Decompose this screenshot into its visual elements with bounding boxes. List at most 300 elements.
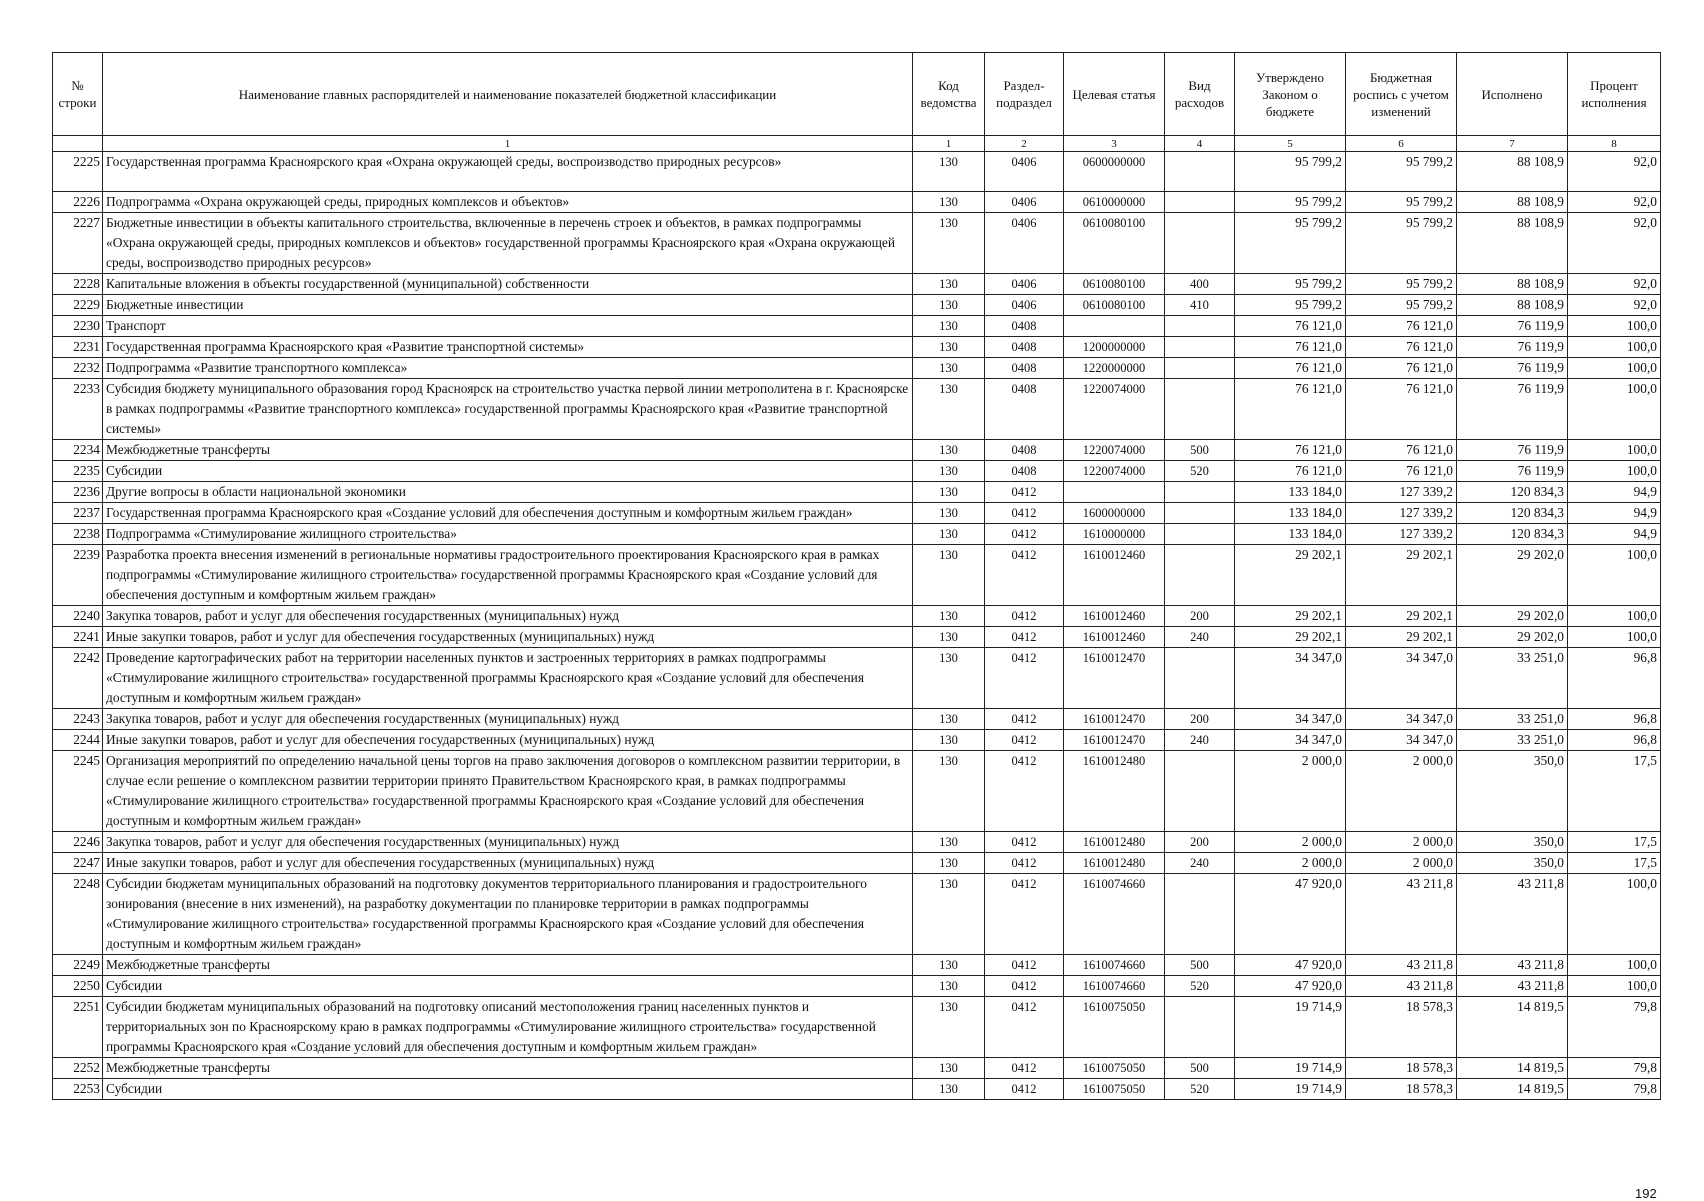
budget-list-value: 95 799,2 [1346,274,1457,295]
section-code: 0412 [985,627,1064,648]
executed-value: 43 211,8 [1457,976,1568,997]
table-row [53,730,1661,751]
row-number: 2233 [53,379,103,440]
dept-code: 130 [913,192,985,213]
approved-value: 29 202,1 [1235,606,1346,627]
row-name: Межбюджетные трансферты [103,955,913,976]
approved-value: 76 121,0 [1235,461,1346,482]
percent-value: 79,8 [1568,1058,1661,1079]
dept-code: 130 [913,853,985,874]
row-name: Государственная программа Красноярского края «Развитие транспортной системы» [103,337,913,358]
expense-type: 200 [1165,709,1235,730]
percent-value: 100,0 [1568,337,1661,358]
col-number: 3 [1064,136,1165,152]
expense-type [1165,358,1235,379]
dept-code: 130 [913,213,985,274]
expense-type [1165,316,1235,337]
header-target: Целевая статья [1064,53,1165,136]
budget-list-value: 76 121,0 [1346,337,1457,358]
page-number: 192 [1635,1186,1657,1201]
percent-value: 92,0 [1568,274,1661,295]
budget-list-value: 2 000,0 [1346,853,1457,874]
budget-list-value: 76 121,0 [1346,440,1457,461]
dept-code: 130 [913,730,985,751]
budget-list-value: 34 347,0 [1346,730,1457,751]
section-code: 0412 [985,730,1064,751]
col-number: 1 [103,136,913,152]
target-code: 1610075050 [1064,997,1165,1058]
table-row [53,832,1661,853]
row-number: 2243 [53,709,103,730]
row-name: Субсидии [103,976,913,997]
col-number: 7 [1457,136,1568,152]
row-name: Проведение картографических работ на территории населенных пунктов и застроенных территориях в рамках подпрограммы «Стимулирование жилищного строительства» государственной программы Красноярского края «Создание условий для обеспечения доступным и комфортным жильем граждан» [103,648,913,709]
header-executed: Исполнено [1457,53,1568,136]
percent-value: 92,0 [1568,213,1661,274]
executed-value: 76 119,9 [1457,440,1568,461]
table-row [53,955,1661,976]
header-percent: Процент исполнения [1568,53,1661,136]
table-row [53,337,1661,358]
dept-code: 130 [913,358,985,379]
approved-value: 47 920,0 [1235,874,1346,955]
row-number: 2234 [53,440,103,461]
section-code: 0412 [985,503,1064,524]
percent-value: 92,0 [1568,192,1661,213]
row-number: 2236 [53,482,103,503]
percent-value: 79,8 [1568,997,1661,1058]
budget-list-value: 2 000,0 [1346,751,1457,832]
percent-value: 96,8 [1568,648,1661,709]
row-number: 2245 [53,751,103,832]
section-code: 0406 [985,152,1064,192]
executed-value: 76 119,9 [1457,337,1568,358]
col-number: 6 [1346,136,1457,152]
row-name: Субсидии бюджетам муниципальных образований на подготовку документов территориального планирования и градостроительного зонирования (внесение в них изменений), на разработку документации по планировке территории в рамках подпрограммы «Стимулирование жилищного строительства» государственной программы Красноярского края «Создание условий для обеспечения доступным и комфортным жильем граждан» [103,874,913,955]
section-code: 0412 [985,482,1064,503]
budget-list-value: 95 799,2 [1346,295,1457,316]
percent-value: 79,8 [1568,1079,1661,1100]
executed-value: 14 819,5 [1457,1079,1568,1100]
target-code: 1610012460 [1064,606,1165,627]
budget-list-value: 95 799,2 [1346,213,1457,274]
row-number: 2253 [53,1079,103,1100]
table-row [53,524,1661,545]
row-name: Организация мероприятий по определению начальной цены торгов на право заключения договоров о комплексном развитии территории, в случае если решение о комплексном развитии территории принято Правительством Красноярского края, в рамках подпрограммы «Стимулирование жилищного строительства» государственной программы Красноярского края «Создание условий для обеспечения доступным и комфортным жильем граждан» [103,751,913,832]
expense-type: 240 [1165,627,1235,648]
row-number: 2239 [53,545,103,606]
table-body [53,152,1661,1100]
target-code: 1610012460 [1064,627,1165,648]
percent-value: 94,9 [1568,482,1661,503]
budget-list-value: 29 202,1 [1346,627,1457,648]
col-number: 5 [1235,136,1346,152]
table-row [53,461,1661,482]
percent-value: 100,0 [1568,606,1661,627]
expense-type [1165,874,1235,955]
approved-value: 95 799,2 [1235,274,1346,295]
approved-value: 76 121,0 [1235,379,1346,440]
target-code: 0610080100 [1064,295,1165,316]
section-code: 0412 [985,709,1064,730]
table-row [53,192,1661,213]
expense-type [1165,379,1235,440]
approved-value: 19 714,9 [1235,997,1346,1058]
target-code: 1220074000 [1064,461,1165,482]
budget-list-value: 43 211,8 [1346,976,1457,997]
approved-value: 133 184,0 [1235,482,1346,503]
table-row [53,751,1661,832]
percent-value: 100,0 [1568,874,1661,955]
col-number: 1 [913,136,985,152]
approved-value: 76 121,0 [1235,337,1346,358]
expense-type [1165,997,1235,1058]
budget-list-value: 127 339,2 [1346,524,1457,545]
target-code [1064,316,1165,337]
row-number: 2251 [53,997,103,1058]
expense-type: 400 [1165,274,1235,295]
column-numbers-row [53,136,1661,152]
budget-list-value: 34 347,0 [1346,648,1457,709]
table-row [53,648,1661,709]
row-name: Субсидия бюджету муниципального образования город Красноярск на строительство участка первой линии метрополитена в г. Красноярске в рамках подпрограммы «Развитие транспортного комплекса» государственной программы Красноярского края «Развитие транспортной системы» [103,379,913,440]
executed-value: 43 211,8 [1457,874,1568,955]
executed-value: 33 251,0 [1457,709,1568,730]
row-name: Другие вопросы в области национальной экономики [103,482,913,503]
section-code: 0412 [985,1079,1064,1100]
expense-type: 240 [1165,730,1235,751]
target-code: 1610012480 [1064,832,1165,853]
table-row [53,874,1661,955]
col-number: 2 [985,136,1064,152]
executed-value: 76 119,9 [1457,316,1568,337]
section-code: 0408 [985,358,1064,379]
section-code: 0412 [985,874,1064,955]
row-name: Подпрограмма «Развитие транспортного комплекса» [103,358,913,379]
percent-value: 100,0 [1568,627,1661,648]
expense-type: 520 [1165,976,1235,997]
target-code: 1610074660 [1064,874,1165,955]
approved-value: 47 920,0 [1235,976,1346,997]
dept-code: 130 [913,337,985,358]
target-code: 1600000000 [1064,503,1165,524]
executed-value: 350,0 [1457,853,1568,874]
row-number: 2248 [53,874,103,955]
percent-value: 17,5 [1568,751,1661,832]
approved-value: 19 714,9 [1235,1058,1346,1079]
section-code: 0412 [985,997,1064,1058]
table-row [53,274,1661,295]
executed-value: 88 108,9 [1457,274,1568,295]
row-number: 2238 [53,524,103,545]
budget-list-value: 43 211,8 [1346,874,1457,955]
approved-value: 2 000,0 [1235,853,1346,874]
dept-code: 130 [913,461,985,482]
table-row [53,1058,1661,1079]
approved-value: 95 799,2 [1235,295,1346,316]
row-number: 2235 [53,461,103,482]
approved-value: 2 000,0 [1235,751,1346,832]
col-number: 4 [1165,136,1235,152]
expense-type [1165,192,1235,213]
executed-value: 88 108,9 [1457,152,1568,192]
row-name: Подпрограмма «Стимулирование жилищного строительства» [103,524,913,545]
approved-value: 95 799,2 [1235,152,1346,192]
executed-value: 120 834,3 [1457,503,1568,524]
section-code: 0408 [985,379,1064,440]
row-number: 2249 [53,955,103,976]
section-code: 0408 [985,316,1064,337]
expense-type: 500 [1165,440,1235,461]
row-number: 2252 [53,1058,103,1079]
approved-value: 133 184,0 [1235,503,1346,524]
row-name: Субсидии бюджетам муниципальных образований на подготовку описаний местоположения границ населенных пунктов и территориальных зон по Красноярскому краю в рамках подпрограммы «Стимулирование жилищного строительства» государственной программы Красноярского края «Создание условий для обеспечения доступным и комфортным жильем граждан» [103,997,913,1058]
row-name: Закупка товаров, работ и услуг для обеспечения государственных (муниципальных) нужд [103,832,913,853]
budget-document [52,52,1660,1201]
row-name: Капитальные вложения в объекты государственной (муниципальной) собственности [103,274,913,295]
col-number [53,136,103,152]
executed-value: 120 834,3 [1457,482,1568,503]
executed-value: 120 834,3 [1457,524,1568,545]
approved-value: 29 202,1 [1235,545,1346,606]
budget-list-value: 29 202,1 [1346,606,1457,627]
target-code: 1610012470 [1064,648,1165,709]
dept-code: 130 [913,524,985,545]
target-code: 0610080100 [1064,274,1165,295]
percent-value: 100,0 [1568,316,1661,337]
row-number: 2226 [53,192,103,213]
executed-value: 43 211,8 [1457,955,1568,976]
budget-list-value: 76 121,0 [1346,358,1457,379]
executed-value: 29 202,0 [1457,545,1568,606]
section-code: 0406 [985,274,1064,295]
executed-value: 76 119,9 [1457,461,1568,482]
percent-value: 100,0 [1568,976,1661,997]
executed-value: 88 108,9 [1457,213,1568,274]
executed-value: 29 202,0 [1457,627,1568,648]
budget-list-value: 43 211,8 [1346,955,1457,976]
expense-type: 200 [1165,832,1235,853]
header-name: Наименование главных распорядителей и наименование показателей бюджетной классификации [103,53,913,136]
row-name: Транспорт [103,316,913,337]
percent-value: 100,0 [1568,358,1661,379]
dept-code: 130 [913,627,985,648]
table-row [53,709,1661,730]
percent-value: 100,0 [1568,379,1661,440]
dept-code: 130 [913,976,985,997]
section-code: 0408 [985,461,1064,482]
target-code [1064,482,1165,503]
percent-value: 100,0 [1568,545,1661,606]
col-number: 8 [1568,136,1661,152]
row-number: 2227 [53,213,103,274]
approved-value: 47 920,0 [1235,955,1346,976]
expense-type [1165,482,1235,503]
target-code: 1610075050 [1064,1079,1165,1100]
row-name: Межбюджетные трансферты [103,440,913,461]
target-code: 1220000000 [1064,358,1165,379]
target-code: 1610074660 [1064,955,1165,976]
expense-type: 520 [1165,1079,1235,1100]
target-code: 1610012460 [1064,545,1165,606]
executed-value: 88 108,9 [1457,295,1568,316]
table-row [53,853,1661,874]
approved-value: 95 799,2 [1235,213,1346,274]
row-name: Иные закупки товаров, работ и услуг для обеспечения государственных (муниципальных) нужд [103,853,913,874]
target-code: 1220074000 [1064,379,1165,440]
approved-value: 34 347,0 [1235,709,1346,730]
row-number: 2230 [53,316,103,337]
approved-value: 34 347,0 [1235,730,1346,751]
table-row [53,316,1661,337]
row-name: Субсидии [103,461,913,482]
table-row [53,1079,1661,1100]
section-code: 0412 [985,524,1064,545]
table-row [53,997,1661,1058]
executed-value: 14 819,5 [1457,997,1568,1058]
approved-value: 34 347,0 [1235,648,1346,709]
percent-value: 100,0 [1568,440,1661,461]
approved-value: 2 000,0 [1235,832,1346,853]
header-row-no: № строки [53,53,103,136]
budget-list-value: 18 578,3 [1346,1058,1457,1079]
approved-value: 19 714,9 [1235,1079,1346,1100]
section-code: 0412 [985,751,1064,832]
row-name: Бюджетные инвестиции [103,295,913,316]
row-number: 2231 [53,337,103,358]
section-code: 0412 [985,545,1064,606]
row-name: Бюджетные инвестиции в объекты капитального строительства, включенные в перечень строек и объектов, в рамках подпрограммы «Охрана окружающей среды, природных комплексов и объектов» государственной программы Красноярского края «Охрана окружающей среды, воспроизводство природных ресурсов» [103,213,913,274]
budget-list-value: 76 121,0 [1346,461,1457,482]
approved-value: 76 121,0 [1235,440,1346,461]
expense-type: 500 [1165,955,1235,976]
section-code: 0412 [985,648,1064,709]
dept-code: 130 [913,832,985,853]
table-row [53,213,1661,274]
approved-value: 133 184,0 [1235,524,1346,545]
expense-type [1165,545,1235,606]
percent-value: 96,8 [1568,709,1661,730]
expense-type: 500 [1165,1058,1235,1079]
target-code: 1220074000 [1064,440,1165,461]
dept-code: 130 [913,379,985,440]
budget-list-value: 127 339,2 [1346,482,1457,503]
expense-type: 520 [1165,461,1235,482]
executed-value: 76 119,9 [1457,379,1568,440]
dept-code: 130 [913,606,985,627]
table-row [53,358,1661,379]
approved-value: 95 799,2 [1235,192,1346,213]
expense-type [1165,152,1235,192]
dept-code: 130 [913,274,985,295]
table-row [53,152,1661,192]
table-row [53,440,1661,461]
percent-value: 92,0 [1568,152,1661,192]
budget-list-value: 18 578,3 [1346,1079,1457,1100]
row-number: 2225 [53,152,103,192]
dept-code: 130 [913,874,985,955]
section-code: 0412 [985,606,1064,627]
approved-value: 76 121,0 [1235,358,1346,379]
row-name: Разработка проекта внесения изменений в региональные нормативы градостроительного проектирования Красноярского края в рамках подпрограммы «Стимулирование жилищного строительства» государственной программы Красноярского края «Создание условий для обеспечения доступным и комфортным жильем граждан» [103,545,913,606]
section-code: 0406 [985,295,1064,316]
row-number: 2250 [53,976,103,997]
section-code: 0406 [985,213,1064,274]
approved-value: 76 121,0 [1235,316,1346,337]
table-row [53,976,1661,997]
percent-value: 94,9 [1568,503,1661,524]
row-number: 2229 [53,295,103,316]
header-budget-list: Бюджетная роспись с учетом изменений [1346,53,1457,136]
row-number: 2242 [53,648,103,709]
budget-list-value: 76 121,0 [1346,379,1457,440]
row-number: 2237 [53,503,103,524]
percent-value: 17,5 [1568,853,1661,874]
executed-value: 76 119,9 [1457,358,1568,379]
budget-list-value: 127 339,2 [1346,503,1457,524]
header-section: Раздел-подраздел [985,53,1064,136]
percent-value: 92,0 [1568,295,1661,316]
expense-type [1165,524,1235,545]
expense-type [1165,213,1235,274]
row-number: 2247 [53,853,103,874]
dept-code: 130 [913,751,985,832]
executed-value: 33 251,0 [1457,648,1568,709]
section-code: 0412 [985,832,1064,853]
expense-type: 240 [1165,853,1235,874]
row-name: Подпрограмма «Охрана окружающей среды, природных комплексов и объектов» [103,192,913,213]
table-row [53,379,1661,440]
header-row [53,53,1661,136]
section-code: 0412 [985,976,1064,997]
budget-list-value: 2 000,0 [1346,832,1457,853]
budget-list-value: 95 799,2 [1346,192,1457,213]
dept-code: 130 [913,545,985,606]
dept-code: 130 [913,709,985,730]
dept-code: 130 [913,503,985,524]
expense-type [1165,337,1235,358]
row-name: Иные закупки товаров, работ и услуг для обеспечения государственных (муниципальных) нужд [103,627,913,648]
target-code: 0610080100 [1064,213,1165,274]
target-code: 1610012480 [1064,853,1165,874]
expense-type [1165,751,1235,832]
row-number: 2232 [53,358,103,379]
header-exp-type: Вид расходов [1165,53,1235,136]
section-code: 0412 [985,955,1064,976]
percent-value: 96,8 [1568,730,1661,751]
dept-code: 130 [913,440,985,461]
executed-value: 88 108,9 [1457,192,1568,213]
budget-list-value: 95 799,2 [1346,152,1457,192]
table-row [53,482,1661,503]
budget-list-value: 18 578,3 [1346,997,1457,1058]
dept-code: 130 [913,955,985,976]
target-code: 1610012470 [1064,709,1165,730]
executed-value: 350,0 [1457,751,1568,832]
percent-value: 17,5 [1568,832,1661,853]
row-name: Субсидии [103,1079,913,1100]
target-code: 1610012470 [1064,730,1165,751]
percent-value: 100,0 [1568,461,1661,482]
row-name: Закупка товаров, работ и услуг для обеспечения государственных (муниципальных) нужд [103,606,913,627]
expense-type [1165,503,1235,524]
budget-list-value: 34 347,0 [1346,709,1457,730]
expense-type: 200 [1165,606,1235,627]
row-number: 2244 [53,730,103,751]
row-name: Межбюджетные трансферты [103,1058,913,1079]
percent-value: 94,9 [1568,524,1661,545]
header-approved: Утверждено Законом о бюджете [1235,53,1346,136]
